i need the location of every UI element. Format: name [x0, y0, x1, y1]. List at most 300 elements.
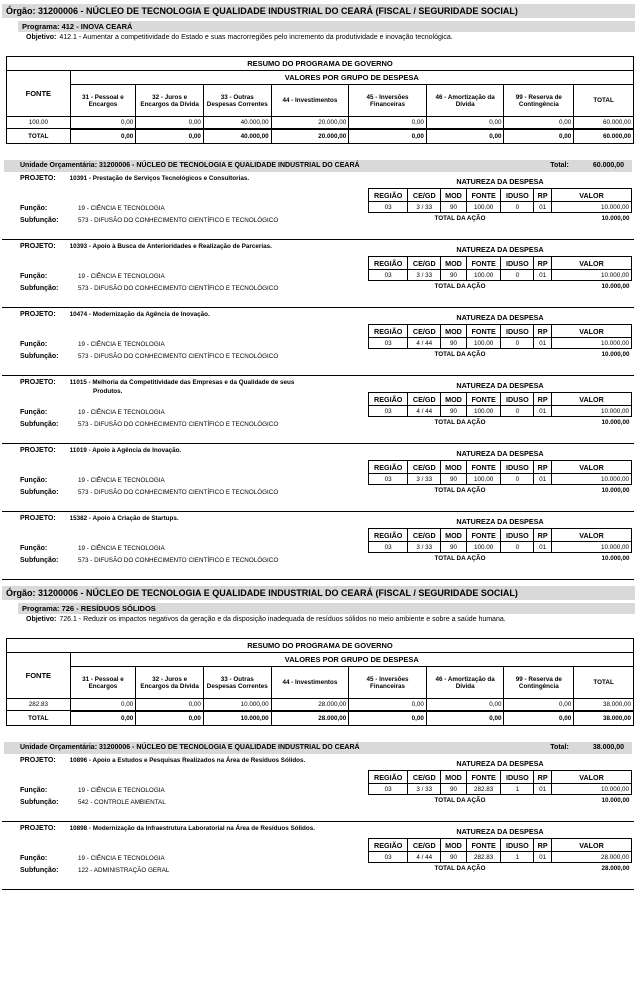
resumo-title: RESUMO DO PROGRAMA DE GOVERNO — [7, 639, 634, 653]
column-header: 44 - Investimentos — [271, 667, 349, 699]
natureza-title: NATUREZA DA DESPESA — [456, 517, 544, 526]
funcao-value: 19 - CIÊNCIA E TECNOLOGIA — [78, 409, 165, 416]
regiao-cell: 03 — [369, 852, 408, 863]
rp-header: RP — [534, 461, 552, 474]
subfuncao-value: 573 - DIFUSÃO DO CONHECIMENTO CIENTÍFICO E TECNOLÓGICO — [78, 557, 279, 564]
total-cell: 0,00 — [426, 129, 504, 144]
cegd-cell: 3 / 33 — [408, 784, 441, 795]
objetivo-line — [26, 32, 635, 44]
funcao-label: Função: — [20, 273, 48, 280]
value-cell: 10.000,00 — [203, 699, 271, 711]
funcao-line — [20, 545, 165, 552]
projeto-label: PROJETO: — [20, 175, 56, 182]
column-header: 32 - Juros e Encargos da Dívida — [136, 85, 204, 117]
iduso-header: IDUSO — [501, 771, 534, 784]
cegd-header: CE/GD — [408, 771, 441, 784]
funcao-line — [20, 273, 165, 280]
projeto-descricao: Modernização da Agência de Inovação. — [92, 311, 210, 318]
funcao-value: 19 - CIÊNCIA E TECNOLOGIA — [78, 545, 165, 552]
table-row — [7, 699, 634, 711]
projeto-line — [20, 243, 272, 250]
projeto-label: PROJETO: — [20, 515, 56, 522]
natureza-table — [368, 392, 632, 429]
total-cell: 40.000,00 — [203, 129, 271, 144]
value-cell: 38.000,00 — [574, 699, 634, 711]
subfuncao-value: 122 - ADMINISTRAÇÃO GERAL — [78, 867, 170, 874]
fonte-header: FONTE — [7, 653, 71, 699]
total-acao-row — [369, 349, 632, 361]
projeto-block — [2, 376, 634, 444]
budget-section — [2, 4, 635, 580]
rp-header: RP — [534, 771, 552, 784]
projeto-descricao: Apoio à Criação de Startups. — [92, 515, 179, 522]
valor-header: VALOR — [552, 529, 632, 542]
total-cell: 28.000,00 — [271, 711, 349, 726]
regiao-cell: 03 — [369, 784, 408, 795]
subfuncao-line — [20, 557, 278, 564]
projeto-descricao: Melhoria da Competitividade das Empresas e da Qualidade de seus — [92, 379, 295, 386]
iduso-cell: 0 — [501, 474, 534, 485]
spacer — [2, 144, 635, 160]
natureza-table — [368, 324, 632, 361]
column-header: TOTAL — [574, 85, 634, 117]
rp-header: RP — [534, 325, 552, 338]
total-acao-row — [369, 417, 632, 429]
objetivo-line — [26, 614, 635, 626]
iduso-header: IDUSO — [501, 325, 534, 338]
fonte-cell: 100.00 — [466, 338, 501, 349]
projeto-block — [2, 172, 634, 240]
total-acao-label: TOTAL DA AÇÃO — [369, 553, 552, 565]
uo-total — [550, 742, 624, 754]
iduso-header: IDUSO — [501, 257, 534, 270]
objetivo-text: 412.1 - Aumentar a competitividade do Estado e suas macrorregiões pelo incremento da produtividade e inovação tecnológica. — [59, 34, 453, 41]
subfuncao-label: Subfunção: — [20, 421, 59, 428]
projeto-block — [2, 822, 634, 890]
uo-total-value: 38.000,00 — [592, 744, 624, 751]
column-header: 99 - Reserva de Contingência — [504, 667, 574, 699]
subfuncao-line — [20, 217, 278, 224]
rp-cell: 01 — [534, 852, 552, 863]
total-cell: 20.000,00 — [271, 129, 349, 144]
total-label: TOTAL — [7, 129, 71, 144]
projeto-descricao-cont: Produtos. — [93, 388, 123, 395]
projeto-block — [2, 754, 634, 822]
cegd-cell: 4 / 44 — [408, 338, 441, 349]
cegd-header: CE/GD — [408, 461, 441, 474]
uo-name: Unidade Orçamentária: 31200006 - NÚCLEO DE TECNOLOGIA E QUALIDADE INDUSTRIAL DO CEARÁ — [20, 162, 360, 169]
projeto-label: PROJETO: — [20, 825, 56, 832]
regiao-header: REGIÃO — [369, 461, 408, 474]
iduso-header: IDUSO — [501, 393, 534, 406]
projeto-label: PROJETO: — [20, 243, 56, 250]
iduso-cell: 0 — [501, 270, 534, 281]
funcao-value: 19 - CIÊNCIA E TECNOLOGIA — [78, 477, 165, 484]
natureza-title: NATUREZA DA DESPESA — [456, 381, 544, 390]
projeto-line — [20, 447, 181, 454]
regiao-header: REGIÃO — [369, 529, 408, 542]
value-cell: 0,00 — [349, 117, 427, 129]
projeto-label: PROJETO: — [20, 757, 56, 764]
valor-cell: 10.000,00 — [552, 406, 632, 417]
projeto-label: PROJETO: — [20, 447, 56, 454]
column-header: 45 - Inversões Financeiras — [349, 85, 427, 117]
valor-header: VALOR — [552, 189, 632, 202]
table-row — [369, 852, 632, 863]
cegd-cell: 3 / 33 — [408, 270, 441, 281]
spacer — [2, 626, 635, 638]
regiao-cell: 03 — [369, 474, 408, 485]
subfuncao-value: 542 - CONTROLE AMBIENTAL — [78, 799, 166, 806]
resumo-table — [6, 56, 634, 144]
natureza-title: NATUREZA DA DESPESA — [456, 759, 544, 768]
natureza-table — [368, 256, 632, 293]
subfuncao-line — [20, 799, 166, 806]
natureza-table — [368, 460, 632, 497]
iduso-cell: 1 — [501, 852, 534, 863]
total-cell: 0,00 — [504, 711, 574, 726]
projeto-block — [2, 512, 634, 580]
valor-cell: 10.000,00 — [552, 784, 632, 795]
rp-cell: 01 — [534, 270, 552, 281]
projeto-line — [20, 379, 294, 386]
subfuncao-value: 573 - DIFUSÃO DO CONHECIMENTO CIENTÍFICO E TECNOLÓGICO — [78, 421, 279, 428]
cegd-cell: 3 / 33 — [408, 542, 441, 553]
value-cell: 0,00 — [349, 699, 427, 711]
cegd-header: CE/GD — [408, 393, 441, 406]
fonte-cell: 100.00 — [466, 542, 501, 553]
total-acao-label: TOTAL DA AÇÃO — [369, 281, 552, 293]
natureza-title: NATUREZA DA DESPESA — [456, 245, 544, 254]
funcao-line — [20, 477, 165, 484]
mod-cell: 90 — [441, 784, 467, 795]
total-cell: 0,00 — [136, 129, 204, 144]
projeto-block — [2, 240, 634, 308]
mod-cell: 90 — [441, 852, 467, 863]
projeto-label: PROJETO: — [20, 311, 56, 318]
subfuncao-line — [20, 421, 278, 428]
total-row — [7, 711, 634, 726]
rp-cell: 01 — [534, 542, 552, 553]
mod-header: MOD — [441, 325, 467, 338]
total-cell: 0,00 — [349, 711, 427, 726]
iduso-header: IDUSO — [501, 189, 534, 202]
natureza-despesa — [368, 516, 632, 565]
iduso-cell: 0 — [501, 338, 534, 349]
rp-cell: 01 — [534, 202, 552, 213]
objetivo-label: Objetivo: — [26, 34, 57, 41]
total-cell: 0,00 — [349, 129, 427, 144]
funcao-label: Função: — [20, 409, 48, 416]
natureza-table — [368, 838, 632, 875]
projeto-block — [2, 308, 634, 376]
rp-header: RP — [534, 393, 552, 406]
subfuncao-label: Subfunção: — [20, 353, 59, 360]
funcao-value: 19 - CIÊNCIA E TECNOLOGIA — [78, 273, 165, 280]
rp-header: RP — [534, 189, 552, 202]
funcao-value: 19 - CIÊNCIA E TECNOLOGIA — [78, 787, 165, 794]
value-cell: 20.000,00 — [271, 117, 349, 129]
fonte-header: FONTE — [7, 71, 71, 117]
column-header: 46 - Amortização da Dívida — [426, 85, 504, 117]
unidade-orcamentaria-header — [4, 160, 632, 172]
projeto-descricao: Apoio a Estudos e Pesquisas Realizados na Área de Resíduos Sólidos. — [92, 757, 306, 764]
mod-cell: 90 — [441, 202, 467, 213]
total-acao-label: TOTAL DA AÇÃO — [369, 795, 552, 807]
natureza-despesa — [368, 826, 632, 875]
mod-header: MOD — [441, 839, 467, 852]
projeto-descricao: Modernização da Infraestrutura Laboratorial na Área de Resíduos Sólidos. — [92, 825, 315, 832]
iduso-cell: 0 — [501, 542, 534, 553]
natureza-despesa — [368, 758, 632, 807]
valor-header: VALOR — [552, 325, 632, 338]
cegd-cell: 3 / 33 — [408, 202, 441, 213]
natureza-despesa — [368, 312, 632, 361]
funcao-line — [20, 341, 165, 348]
total-acao-label: TOTAL DA AÇÃO — [369, 863, 552, 875]
column-header: 99 - Reserva de Contingência — [504, 85, 574, 117]
fonte-cell: 282.83 — [7, 699, 71, 711]
regiao-cell: 03 — [369, 542, 408, 553]
regiao-header: REGIÃO — [369, 839, 408, 852]
cegd-cell: 4 / 44 — [408, 852, 441, 863]
total-acao-value: 10.000,00 — [552, 553, 632, 565]
column-header: 33 - Outras Despesas Correntes — [203, 85, 271, 117]
projeto-codigo: 10474 - — [69, 311, 93, 318]
projeto-block — [2, 444, 634, 512]
fonte-header: FONTE — [466, 325, 501, 338]
valor-header: VALOR — [552, 393, 632, 406]
mod-cell: 90 — [441, 270, 467, 281]
total-cell: 60.000,00 — [574, 129, 634, 144]
mod-header: MOD — [441, 393, 467, 406]
value-cell: 0,00 — [426, 117, 504, 129]
valor-cell: 10.000,00 — [552, 542, 632, 553]
projeto-line — [20, 825, 315, 832]
uo-total — [550, 160, 624, 172]
funcao-line — [20, 409, 165, 416]
value-cell: 60.000,00 — [574, 117, 634, 129]
natureza-table — [368, 770, 632, 807]
cegd-header: CE/GD — [408, 325, 441, 338]
mod-header: MOD — [441, 257, 467, 270]
total-acao-value: 10.000,00 — [552, 349, 632, 361]
total-cell: 38.000,00 — [574, 711, 634, 726]
iduso-cell: 0 — [501, 202, 534, 213]
resumo-table — [6, 638, 634, 726]
valor-header: VALOR — [552, 257, 632, 270]
subfuncao-line — [20, 867, 169, 874]
total-acao-row — [369, 795, 632, 807]
iduso-cell: 1 — [501, 784, 534, 795]
rp-header: RP — [534, 839, 552, 852]
mod-cell: 90 — [441, 474, 467, 485]
total-label: TOTAL — [7, 711, 71, 726]
resumo-subtitle: VALORES POR GRUPO DE DESPESA — [70, 653, 633, 667]
iduso-header: IDUSO — [501, 839, 534, 852]
orgao-header: Órgão: 31200006 - NÚCLEO DE TECNOLOGIA E QUALIDADE INDUSTRIAL DO CEARÁ (FISCAL / SEGURIDADE SOCIAL) — [2, 586, 635, 600]
regiao-header: REGIÃO — [369, 189, 408, 202]
subfuncao-line — [20, 353, 278, 360]
regiao-cell: 03 — [369, 202, 408, 213]
fonte-header: FONTE — [466, 529, 501, 542]
subfuncao-label: Subfunção: — [20, 799, 59, 806]
budget-section — [2, 586, 635, 890]
value-cell: 0,00 — [70, 699, 136, 711]
fonte-header: FONTE — [466, 189, 501, 202]
subfuncao-line — [20, 285, 278, 292]
subfuncao-value: 573 - DIFUSÃO DO CONHECIMENTO CIENTÍFICO E TECNOLÓGICO — [78, 285, 279, 292]
funcao-line — [20, 787, 165, 794]
table-row — [369, 270, 632, 281]
total-acao-row — [369, 281, 632, 293]
column-header: 31 - Pessoal e Encargos — [70, 667, 136, 699]
funcao-label: Função: — [20, 545, 48, 552]
table-row — [369, 784, 632, 795]
table-row — [369, 202, 632, 213]
mod-cell: 90 — [441, 338, 467, 349]
cegd-cell: 3 / 33 — [408, 474, 441, 485]
valor-header: VALOR — [552, 771, 632, 784]
regiao-header: REGIÃO — [369, 393, 408, 406]
fonte-header: FONTE — [466, 257, 501, 270]
subfuncao-label: Subfunção: — [20, 489, 59, 496]
resumo-subtitle: VALORES POR GRUPO DE DESPESA — [70, 71, 633, 85]
funcao-value: 19 - CIÊNCIA E TECNOLOGIA — [78, 341, 165, 348]
table-row — [369, 338, 632, 349]
mod-header: MOD — [441, 461, 467, 474]
funcao-label: Função: — [20, 787, 48, 794]
total-acao-value: 10.000,00 — [552, 281, 632, 293]
natureza-title: NATUREZA DA DESPESA — [456, 449, 544, 458]
fonte-cell: 282.83 — [466, 852, 501, 863]
spacer — [2, 726, 635, 742]
objetivo-text: 726.1 - Reduzir os impactos negativos da geração e da disposição inadequada de resíduos sólidos no meio ambiente e sobre a saúde humana. — [59, 616, 506, 623]
column-header: 32 - Juros e Encargos da Dívida — [136, 667, 204, 699]
orgao-header: Órgão: 31200006 - NÚCLEO DE TECNOLOGIA E QUALIDADE INDUSTRIAL DO CEARÁ (FISCAL / SEGURIDADE SOCIAL) — [2, 4, 635, 18]
natureza-table — [368, 528, 632, 565]
total-acao-label: TOTAL DA AÇÃO — [369, 213, 552, 225]
fonte-cell: 100.00 — [466, 474, 501, 485]
regiao-cell: 03 — [369, 270, 408, 281]
total-acao-row — [369, 863, 632, 875]
uo-total-value: 60.000,00 — [592, 162, 624, 169]
subfuncao-value: 573 - DIFUSÃO DO CONHECIMENTO CIENTÍFICO E TECNOLÓGICO — [78, 489, 279, 496]
natureza-despesa — [368, 448, 632, 497]
projeto-line — [20, 515, 179, 522]
uo-name: Unidade Orçamentária: 31200006 - NÚCLEO DE TECNOLOGIA E QUALIDADE INDUSTRIAL DO CEARÁ — [20, 744, 360, 751]
cegd-cell: 4 / 44 — [408, 406, 441, 417]
value-cell: 0,00 — [504, 117, 574, 129]
total-cell: 0,00 — [504, 129, 574, 144]
valor-header: VALOR — [552, 461, 632, 474]
valor-cell: 28.000,00 — [552, 852, 632, 863]
table-row — [369, 474, 632, 485]
total-row — [7, 129, 634, 144]
regiao-header: REGIÃO — [369, 771, 408, 784]
value-cell: 0,00 — [504, 699, 574, 711]
natureza-despesa — [368, 244, 632, 293]
mod-cell: 90 — [441, 542, 467, 553]
fonte-header: FONTE — [466, 771, 501, 784]
total-acao-label: TOTAL DA AÇÃO — [369, 485, 552, 497]
projeto-label: PROJETO: — [20, 379, 56, 386]
programa-header: Programa: 412 - INOVA CEARÁ — [18, 21, 635, 32]
subfuncao-value: 573 - DIFUSÃO DO CONHECIMENTO CIENTÍFICO E TECNOLÓGICO — [78, 217, 279, 224]
value-cell: 0,00 — [136, 117, 204, 129]
projeto-line — [20, 311, 210, 318]
iduso-cell: 0 — [501, 406, 534, 417]
projeto-descricao: Apoio à Agência de Inovação. — [92, 447, 182, 454]
iduso-header: IDUSO — [501, 461, 534, 474]
column-header: 44 - Investimentos — [271, 85, 349, 117]
value-cell: 0,00 — [136, 699, 204, 711]
fonte-cell: 100.00 — [466, 270, 501, 281]
regiao-header: REGIÃO — [369, 257, 408, 270]
mod-header: MOD — [441, 189, 467, 202]
projeto-codigo: 10896 - — [69, 757, 93, 764]
total-acao-row — [369, 213, 632, 225]
column-header: 33 - Outras Despesas Correntes — [203, 667, 271, 699]
total-acao-label: TOTAL DA AÇÃO — [369, 417, 552, 429]
cegd-header: CE/GD — [408, 529, 441, 542]
programa-header: Programa: 726 - RESÍDUOS SÓLIDOS — [18, 603, 635, 614]
rp-cell: 01 — [534, 474, 552, 485]
valor-cell: 10.000,00 — [552, 270, 632, 281]
fonte-header: FONTE — [466, 839, 501, 852]
total-cell: 0,00 — [136, 711, 204, 726]
projeto-codigo: 10393 - — [69, 243, 93, 250]
objetivo-label: Objetivo: — [26, 616, 57, 623]
subfuncao-label: Subfunção: — [20, 867, 59, 874]
cegd-header: CE/GD — [408, 839, 441, 852]
valor-header: VALOR — [552, 839, 632, 852]
valor-cell: 10.000,00 — [552, 474, 632, 485]
total-acao-row — [369, 553, 632, 565]
subfuncao-value: 573 - DIFUSÃO DO CONHECIMENTO CIENTÍFICO E TECNOLÓGICO — [78, 353, 279, 360]
iduso-header: IDUSO — [501, 529, 534, 542]
projeto-codigo: 11015 - — [69, 379, 93, 386]
natureza-despesa — [368, 380, 632, 429]
projeto-descricao: Prestação de Serviços Tecnológicos e Consultorias. — [92, 175, 250, 182]
projeto-codigo: 10391 - — [69, 175, 93, 182]
mod-header: MOD — [441, 529, 467, 542]
funcao-label: Função: — [20, 855, 48, 862]
rp-header: RP — [534, 257, 552, 270]
fonte-header: FONTE — [466, 393, 501, 406]
projeto-line — [20, 175, 249, 182]
fonte-cell: 282.83 — [466, 784, 501, 795]
natureza-despesa — [368, 176, 632, 225]
valor-cell: 10.000,00 — [552, 338, 632, 349]
projeto-codigo: 15382 - — [69, 515, 93, 522]
column-header: 31 - Pessoal e Encargos — [70, 85, 136, 117]
total-acao-value: 10.000,00 — [552, 417, 632, 429]
resumo-title: RESUMO DO PROGRAMA DE GOVERNO — [7, 57, 634, 71]
funcao-label: Função: — [20, 205, 48, 212]
projeto-line — [20, 757, 305, 764]
table-row — [369, 406, 632, 417]
subfuncao-label: Subfunção: — [20, 285, 59, 292]
column-header: 46 - Amortização da Dívida — [426, 667, 504, 699]
projeto-codigo: 10898 - — [69, 825, 93, 832]
rp-cell: 01 — [534, 406, 552, 417]
funcao-label: Função: — [20, 341, 48, 348]
column-header: 45 - Inversões Financeiras — [349, 667, 427, 699]
cegd-header: CE/GD — [408, 189, 441, 202]
mod-header: MOD — [441, 771, 467, 784]
uo-total-label: Total: — [550, 744, 569, 751]
